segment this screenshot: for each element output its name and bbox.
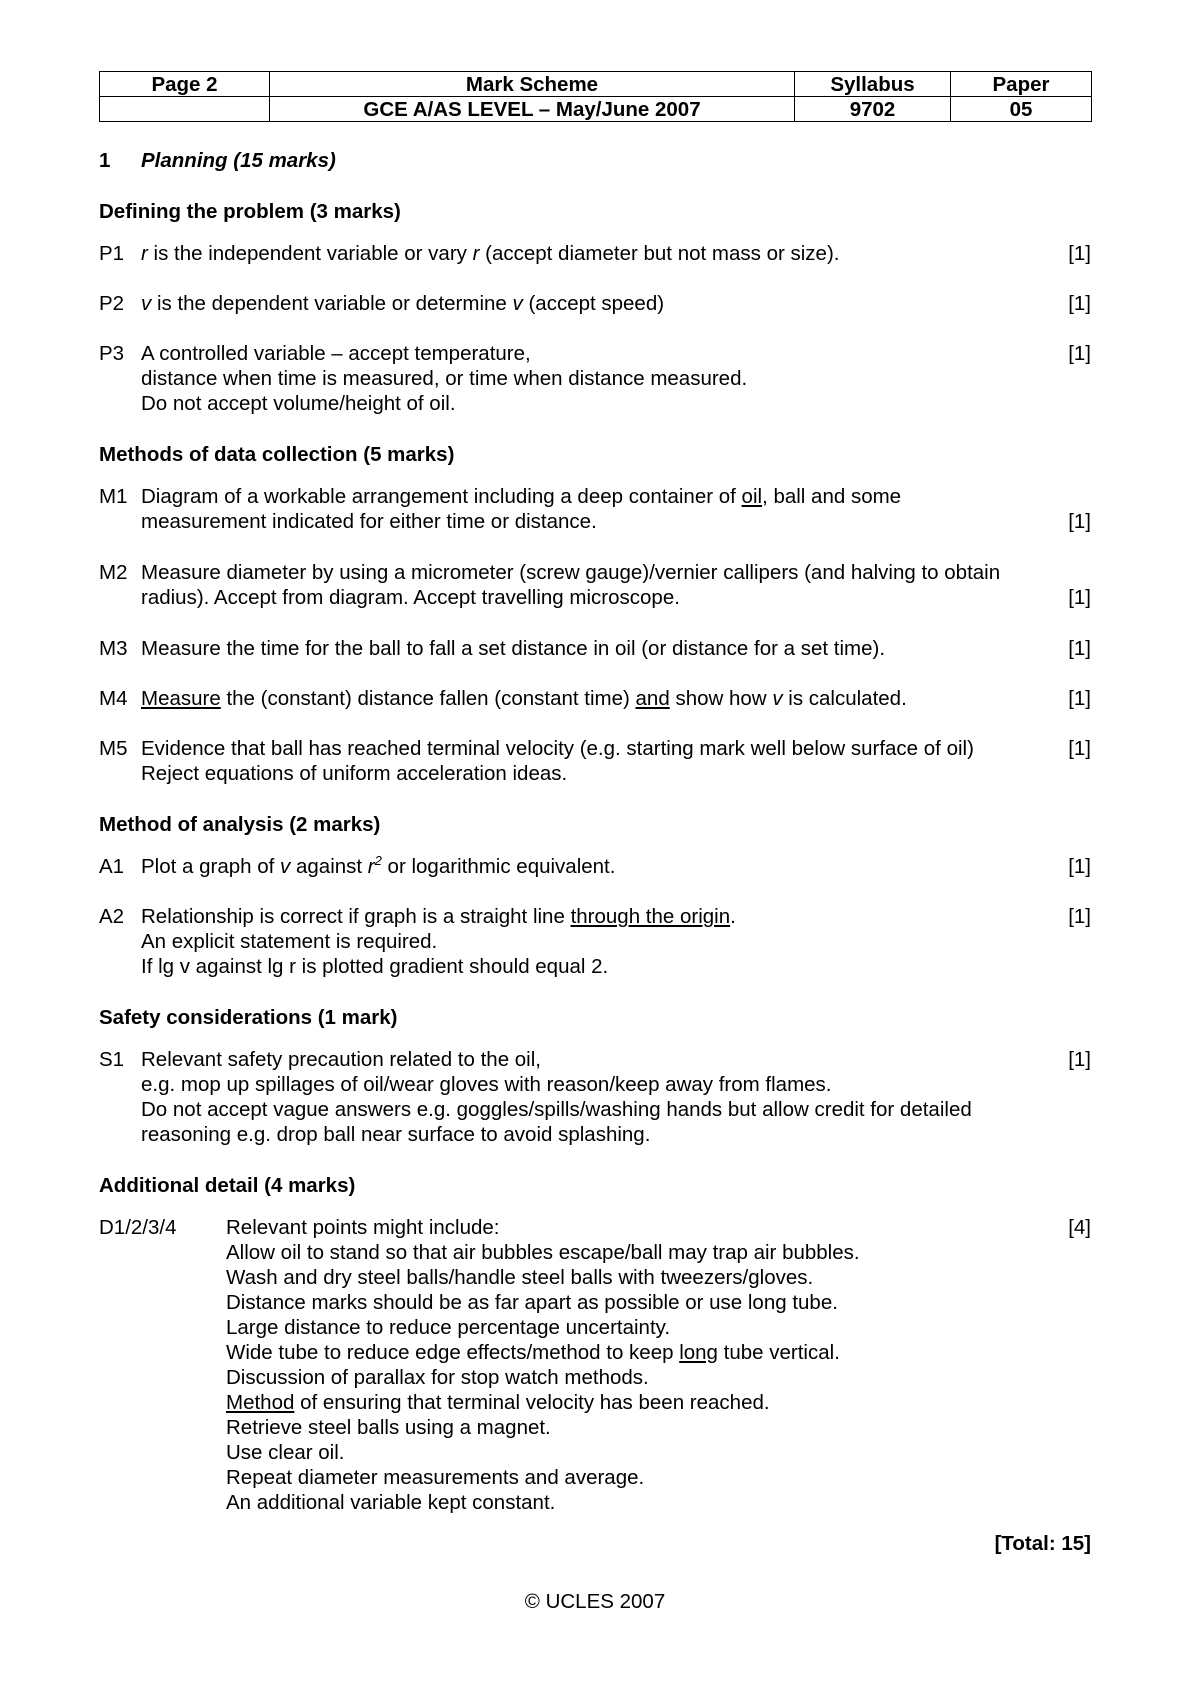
header-paper-label: Paper bbox=[951, 72, 1092, 97]
item-code: S1 bbox=[99, 1048, 125, 1071]
item-code: M5 bbox=[99, 737, 128, 760]
item-a1 bbox=[99, 854, 1091, 879]
item-code: M3 bbox=[99, 637, 128, 660]
item-d bbox=[99, 1215, 1091, 1515]
item-m1 bbox=[99, 484, 1091, 534]
section-methods: Methods of data collection (5 marks) bbox=[99, 443, 455, 466]
item-text: Relevant points might include: Allow oil to stand so that air bubbles escape/ball may trap air bubbles. Wash and dry steel balls/handle steel balls with tweezers/gloves. Distance marks should be as far apart as possible or use long tube. Large distance to reduce percentage uncertainty. Wide tube to reduce edge effects/method to keep long tube vertical. Discussion of parallax for stop watch methods. Method of ensuring that terminal velocity has been reached. Retrieve steel balls using a magnet. Use clear oil. Repeat diameter measurements and average. An additional variable kept constant. bbox=[226, 1216, 860, 1514]
item-text: Relevant safety precaution related to the oil, e.g. mop up spillages of oil/wear gloves with reason/keep away from flames. Do not accept vague answers e.g. goggles/spills/washing hands but allow credit for detailed reasoning e.g. drop ball near surface to avoid splashing. bbox=[141, 1048, 972, 1146]
header-paper-no: 05 bbox=[951, 97, 1092, 122]
item-text: v is the dependent variable or determine v (accept speed) bbox=[141, 292, 665, 315]
question-number: 1 bbox=[99, 149, 111, 172]
item-code: P1 bbox=[99, 242, 125, 265]
item-code: P2 bbox=[99, 292, 125, 315]
item-mark: [1] bbox=[1068, 510, 1091, 533]
item-mark: [1] bbox=[1068, 342, 1091, 365]
item-code: A1 bbox=[99, 855, 125, 878]
header-page: Page 2 bbox=[100, 72, 270, 97]
header-table bbox=[99, 71, 1092, 122]
item-mark: [1] bbox=[1068, 292, 1091, 315]
item-mark: [1] bbox=[1068, 905, 1091, 928]
header-title: Mark Scheme bbox=[270, 72, 795, 97]
section-defining: Defining the problem (3 marks) bbox=[99, 200, 401, 223]
question-title: Planning (15 marks) bbox=[141, 149, 336, 172]
item-a2 bbox=[99, 904, 1091, 979]
item-text: Measure diameter by using a micrometer (screw gauge)/vernier callipers (and halving to obtain radius). Accept from diagram. Accept travelling microscope. bbox=[141, 561, 1001, 609]
item-text: A controlled variable – accept temperature, distance when time is measured, or time when distance measured. Do not accept volume/height of oil. bbox=[141, 342, 748, 415]
header-syllabus-label: Syllabus bbox=[795, 72, 951, 97]
header-exam: GCE A/AS LEVEL – May/June 2007 bbox=[270, 97, 795, 122]
item-code: M4 bbox=[99, 687, 128, 710]
item-mark: [1] bbox=[1068, 737, 1091, 760]
item-mark: [4] bbox=[1068, 1216, 1091, 1239]
item-text: Evidence that ball has reached terminal velocity (e.g. starting mark well below surface of oil) Reject equations of uniform acceleration ideas. bbox=[141, 737, 974, 785]
item-mark: [1] bbox=[1068, 637, 1091, 660]
total-marks: [Total: 15] bbox=[994, 1532, 1091, 1555]
item-m2 bbox=[99, 560, 1091, 610]
item-p1 bbox=[99, 241, 1091, 266]
item-mark: [1] bbox=[1068, 687, 1091, 710]
item-mark: [1] bbox=[1068, 242, 1091, 265]
item-code: D1/2/3/4 bbox=[99, 1216, 177, 1239]
item-mark: [1] bbox=[1068, 855, 1091, 878]
item-text: r is the independent variable or vary r (accept diameter but not mass or size). bbox=[141, 242, 840, 265]
item-text: Measure the (constant) distance fallen (constant time) and show how v is calculated. bbox=[141, 687, 907, 710]
item-code: M2 bbox=[99, 561, 128, 584]
footer-copyright: © UCLES 2007 bbox=[524, 1590, 666, 1613]
question-heading bbox=[99, 148, 336, 173]
item-p2 bbox=[99, 291, 1091, 316]
header-empty-cell bbox=[100, 97, 270, 122]
item-m5 bbox=[99, 736, 1091, 786]
item-code: A2 bbox=[99, 905, 125, 928]
item-s1 bbox=[99, 1047, 1091, 1147]
item-m4 bbox=[99, 686, 1091, 711]
section-safety: Safety considerations (1 mark) bbox=[99, 1006, 398, 1029]
item-mark: [1] bbox=[1068, 586, 1091, 609]
item-text: Plot a graph of v against $r^2$ or logarithmic equivalent. bbox=[141, 853, 616, 878]
item-mark: [1] bbox=[1068, 1048, 1091, 1071]
item-code: M1 bbox=[99, 485, 128, 508]
item-p3 bbox=[99, 341, 1091, 416]
item-text: Diagram of a workable arrangement including a deep container of oil, ball and some measurement indicated for either time or distance. bbox=[141, 485, 902, 533]
item-text: Measure the time for the ball to fall a set distance in oil (or distance for a set time). bbox=[141, 637, 886, 660]
item-text: Relationship is correct if graph is a straight line through the origin. An explicit statement is required. If lg v against lg r is plotted gradient should equal 2. bbox=[141, 905, 736, 978]
section-analysis: Method of analysis (2 marks) bbox=[99, 813, 381, 836]
item-m3 bbox=[99, 636, 1091, 661]
header-syllabus-code: 9702 bbox=[795, 97, 951, 122]
section-additional: Additional detail (4 marks) bbox=[99, 1174, 356, 1197]
item-code: P3 bbox=[99, 342, 125, 365]
